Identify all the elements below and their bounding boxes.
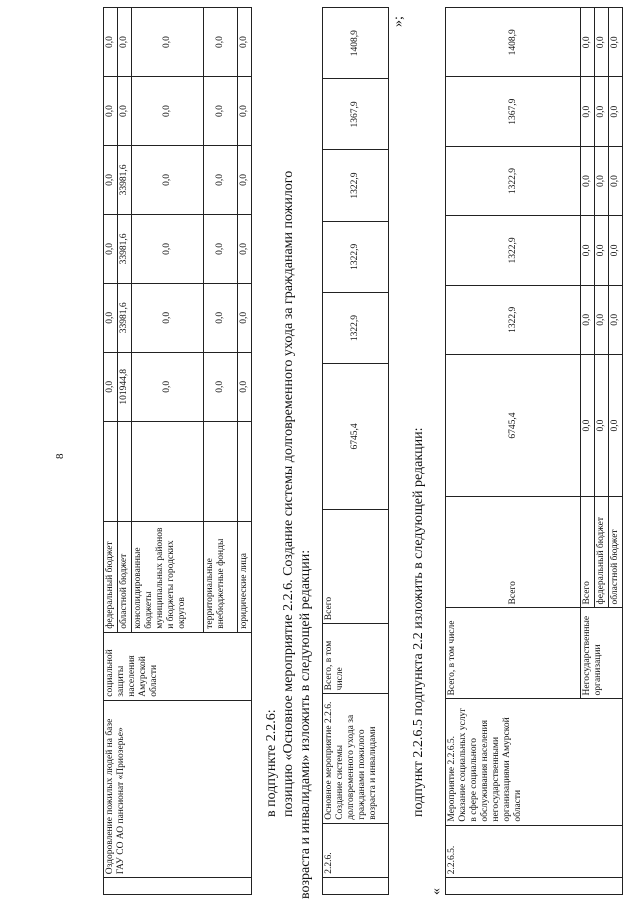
t3-row-value: 0,0 xyxy=(581,355,595,497)
t1-row-label: областной бюджет xyxy=(117,522,131,633)
paragraph-subpoint: в подпункте 2.2.6: xyxy=(264,709,279,817)
t3-row-value: 0,0 xyxy=(608,216,622,285)
t3-row-value: 0,0 xyxy=(608,355,622,497)
t3-row-value: 0,0 xyxy=(594,285,608,354)
t2-num: 2.2.6. xyxy=(323,823,389,877)
t3-row-value: 0,0 xyxy=(581,77,595,146)
t3-row-value: 0,0 xyxy=(608,285,622,354)
t3-row-value: 0,0 xyxy=(594,355,608,497)
t1-row-value: 0,0 xyxy=(104,283,118,352)
t2-value: 1322,9 xyxy=(323,221,389,292)
t1-row-value: 0,0 xyxy=(104,352,118,421)
t1-measure: Оздоровление пожилых людей на базе ГАУ СО АО пансионат «Приозерье» xyxy=(104,700,252,878)
t3-row-value: 0,0 xyxy=(581,216,595,285)
t3-row-value: 0,0 xyxy=(608,77,622,146)
t3-total-value: 1322,9 xyxy=(446,216,581,285)
t1-row-value: 0,0 xyxy=(131,145,203,214)
t1-row-value: 0,0 xyxy=(104,8,118,77)
funding-table-continuation xyxy=(103,7,252,895)
t1-row-value: 0,0 xyxy=(131,352,203,421)
t3-executor-total: Всего, в том числе xyxy=(446,608,581,699)
t1-row-value: 0,0 xyxy=(237,145,251,214)
t1-row-value: 0,0 xyxy=(237,352,251,421)
t3-row-value: 0,0 xyxy=(581,285,595,354)
t1-row-value: 0,0 xyxy=(104,77,118,146)
t1-row-value: 0,0 xyxy=(131,8,203,77)
t3-row-value: 0,0 xyxy=(581,146,595,215)
t1-row-value: 0,0 xyxy=(203,352,237,421)
t2-value: 1322,9 xyxy=(323,150,389,221)
t1-row-label: юридические лица xyxy=(237,522,251,633)
t1-row-value: 0,0 xyxy=(237,214,251,283)
t1-blank-cell xyxy=(237,421,251,521)
t2-source: Всего xyxy=(323,509,389,623)
t1-row-value: 0,0 xyxy=(203,214,237,283)
measure-2-2-6-5-table xyxy=(445,7,623,895)
t3-row-value: 0,0 xyxy=(594,8,608,77)
t1-row-value: 33981,6 xyxy=(117,145,131,214)
t3-total-value: 1322,9 xyxy=(446,146,581,215)
t1-row-value: 0,0 xyxy=(117,8,131,77)
t1-row-label: федеральный бюджет xyxy=(104,522,118,633)
t3-row-value: 0,0 xyxy=(594,216,608,285)
t1-row-value: 0,0 xyxy=(131,214,203,283)
t1-row-value: 0,0 xyxy=(131,283,203,352)
t2-value: 6745,4 xyxy=(323,364,389,510)
t1-row-value: 0,0 xyxy=(237,283,251,352)
t1-blank-cell xyxy=(203,421,237,521)
t3-row-value: 0,0 xyxy=(594,146,608,215)
t3-row-label: Всего xyxy=(581,496,595,607)
t3-row-label: областной бюджет xyxy=(608,496,622,607)
t1-row-value: 0,0 xyxy=(117,77,131,146)
t3-total-value: 1408,9 xyxy=(446,8,581,77)
t2-value: 1367,9 xyxy=(323,79,389,150)
paragraph-position: позицию «Основное мероприятие 2.2.6. Создание системы долговременного ухода за гражданами пожилого xyxy=(281,170,296,817)
t3-num: 2.2.6.5. xyxy=(446,825,623,878)
t3-row-label: федеральный бюджет xyxy=(594,496,608,607)
t1-row-value: 0,0 xyxy=(131,77,203,146)
t2-executor: Всего, в том числе xyxy=(323,624,389,694)
t1-row-value: 0,0 xyxy=(203,77,237,146)
t1-row-value: 33981,6 xyxy=(117,214,131,283)
t3-total-value: 1322,9 xyxy=(446,285,581,354)
page-number: 8 xyxy=(54,453,66,459)
t1-empty xyxy=(104,878,252,895)
t2-value: 1322,9 xyxy=(323,292,389,363)
t3-total-value: 6745,4 xyxy=(446,355,581,497)
t1-row-value: 33981,6 xyxy=(117,283,131,352)
measure-2-2-6-table xyxy=(322,7,389,895)
closing-quote: »; xyxy=(391,16,406,27)
t1-row-value: 0,0 xyxy=(203,283,237,352)
t3-row-value: 0,0 xyxy=(581,8,595,77)
t1-row-value: 0,0 xyxy=(237,77,251,146)
t3-executor-ngo: Негосударственные организации xyxy=(581,608,623,699)
t1-blank-cell xyxy=(131,421,203,521)
t2-measure: Основное мероприятие 2.2.6. Создание системы долговременного ухода за гражданами пожилого возраста и инвалидами xyxy=(323,694,389,823)
t1-row-value: 0,0 xyxy=(203,145,237,214)
t2-empty xyxy=(323,877,389,894)
t3-total-label: Всего xyxy=(446,496,581,607)
t1-row-value: 0,0 xyxy=(104,214,118,283)
t1-row-label: территориальные внебюджетные фонды xyxy=(203,522,237,633)
t1-row-value: 0,0 xyxy=(104,145,118,214)
t2-value: 1408,9 xyxy=(323,8,389,79)
t3-empty xyxy=(446,878,623,895)
t1-row-value: 0,0 xyxy=(203,8,237,77)
t3-row-value: 0,0 xyxy=(608,146,622,215)
t1-row-label: консолидированные бюджеты муниципальных районов и бюджеты городских округов xyxy=(131,522,203,633)
t1-executor: социальной защиты населения Амурской области xyxy=(104,632,252,700)
t3-total-value: 1367,9 xyxy=(446,77,581,146)
opening-quote: « xyxy=(429,888,444,895)
paragraph-subpoint-2: подпункт 2.2.6.5 подпункта 2.2 изложить в следующей редакции: xyxy=(411,427,426,817)
t3-row-value: 0,0 xyxy=(608,8,622,77)
paragraph-position-cont: возраста и инвалидами» изложить в следующей редакции: xyxy=(298,549,313,899)
t1-row-value: 101944,8 xyxy=(117,352,131,421)
t1-row-value: 0,0 xyxy=(237,8,251,77)
t3-row-value: 0,0 xyxy=(594,77,608,146)
t3-measure: Мероприятие 2.2.6.5. Оказание социальных услуг в сфере социального обслуживания населения негосударственными организациями Амурской области xyxy=(446,699,623,825)
t1-blank-cell xyxy=(117,421,131,521)
t1-blank-cell xyxy=(104,421,118,521)
